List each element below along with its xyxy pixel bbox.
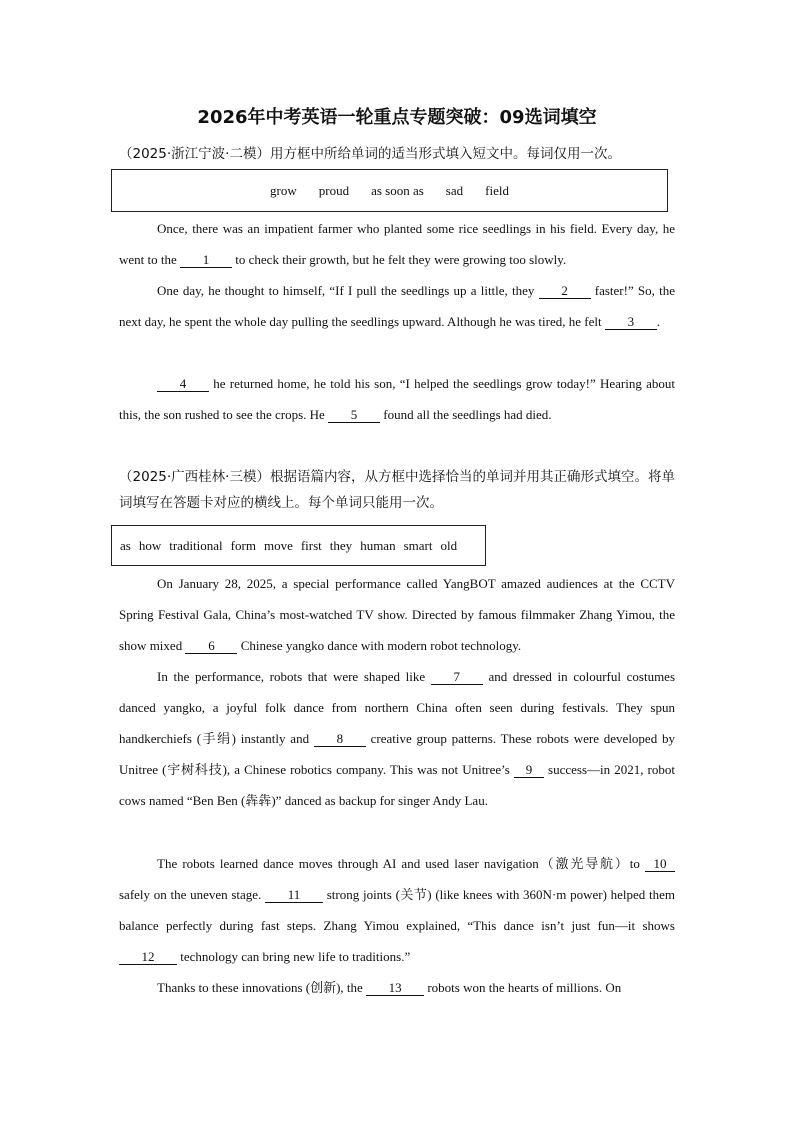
section2-word-box — [111, 525, 486, 566]
paragraph-text: In the performance, robots that were shaped like — [157, 669, 431, 684]
paragraph-text: Chinese yangko dance with modern robot technology. — [237, 638, 522, 653]
word-box-item: human — [360, 537, 396, 553]
paragraph-text: . — [656, 314, 661, 329]
section1-paragraph — [119, 368, 675, 430]
paragraph-text: robots won the hearts of millions. On — [424, 980, 622, 995]
answer-blank[interactable]: 9 — [514, 763, 544, 778]
paragraph-text: to check their growth, but he felt they were growing too slowly. — [232, 252, 567, 267]
word-box-item: form — [230, 537, 256, 553]
section1-paragraph — [119, 213, 675, 275]
word-box-item: as soon as — [371, 182, 424, 198]
section2-paragraph — [119, 568, 675, 661]
word-box-item: field — [485, 182, 509, 198]
section1-instruction: （2025·浙江宁波·二模）用方框中所给单词的适当形式填入短文中。每词仅用一次。 — [119, 146, 621, 162]
word-box-item: smart — [403, 537, 433, 553]
section2-paragraph — [119, 848, 675, 972]
word-box-item: proud — [318, 182, 350, 198]
word-box-item: old — [440, 537, 458, 553]
paragraph-text: On January 28, 2025, a special performance called YangBOT amazed audiences at the CCTV Spring Festival Gala, China’s most-watched TV show. Directed by famous filmmaker Zhang Yimou, the show mixed — [119, 576, 675, 653]
paragraph-text: faster!” So, the next day, he spent the whole day pulling the seedlings upward. Although he was tired, he felt — [119, 283, 675, 329]
section2-paragraph — [119, 972, 675, 1003]
answer-blank[interactable]: 12 — [119, 950, 177, 965]
answer-blank[interactable]: 3 — [605, 315, 657, 330]
answer-blank[interactable]: 13 — [366, 981, 424, 996]
answer-blank[interactable]: 1 — [180, 253, 232, 268]
word-box-item: sad — [445, 182, 464, 198]
section2-paragraph — [119, 661, 675, 816]
page-title: 2026年中考英语一轮重点专题突破：09选词填空 — [197, 107, 597, 128]
answer-blank[interactable]: 2 — [539, 284, 591, 299]
paragraph-text: Once, there was an impatient farmer who planted some rice seedlings in his field. Every day, he went to the — [119, 221, 675, 267]
word-box-item: move — [263, 537, 293, 553]
paragraph-text: found all the seedlings had died. — [380, 407, 552, 422]
section2-instruction: （2025·广西桂林·三模）根据语篇内容，从方框中选择恰当的单词并用其正确形式填空。将单词填写在答题卡对应的横线上。每个单词只能用一次。 — [119, 469, 675, 511]
paragraph-text: he returned home, he told his son, “I helped the seedlings grow today!” Hearing about this, the son rushed to see the crops. He — [119, 376, 675, 422]
paragraph-text: and dressed in colourful costumes danced yangko, a joyful folk dance from northern China often seen during festivals. They spun handkerchiefs (手绢) instantly and — [119, 669, 676, 746]
section1-paragraph — [119, 275, 675, 337]
paragraph-text: creative group patterns. These robots were developed by Unitree (宇树科技), a Chinese robotics company. This was not Unitree’s — [119, 731, 675, 777]
word-box-item: they — [329, 537, 353, 553]
paragraph-text: strong joints (关节) (like knees with 360N·m power) helped them balance perfectly during fast steps. Zhang Yimou explained, “This dance isn’t just fun—it shows — [119, 887, 675, 933]
paragraph-text: safely on the uneven stage. — [119, 887, 266, 902]
word-box-item: first — [300, 537, 322, 553]
paragraph-text: One day, he thought to himself, “If I pull the seedlings up a little, they — [157, 283, 539, 298]
word-box-item: traditional — [169, 537, 223, 553]
paragraph-text: Thanks to these innovations (创新), the — [157, 980, 367, 995]
paragraph-text: success—in 2021, robot cows named “Ben Ben (犇犇)” danced as backup for singer Andy Lau. — [119, 762, 675, 808]
answer-blank[interactable]: 6 — [185, 639, 237, 654]
word-box-item: grow — [270, 182, 297, 198]
answer-blank[interactable]: 5 — [328, 408, 380, 423]
answer-blank[interactable]: 8 — [314, 732, 366, 747]
paragraph-text: technology can bring new life to traditions.” — [177, 949, 411, 964]
answer-blank[interactable]: 11 — [265, 888, 323, 903]
answer-blank[interactable]: 10 — [645, 857, 675, 872]
paragraph-text: The robots learned dance moves through AI and used laser navigation（激光导航）to — [157, 856, 645, 871]
word-box-item: as — [120, 537, 131, 553]
answer-blank[interactable]: 7 — [431, 670, 483, 685]
word-box-item: how — [138, 537, 162, 553]
answer-blank[interactable]: 4 — [157, 377, 209, 392]
section1-word-box — [111, 169, 668, 212]
